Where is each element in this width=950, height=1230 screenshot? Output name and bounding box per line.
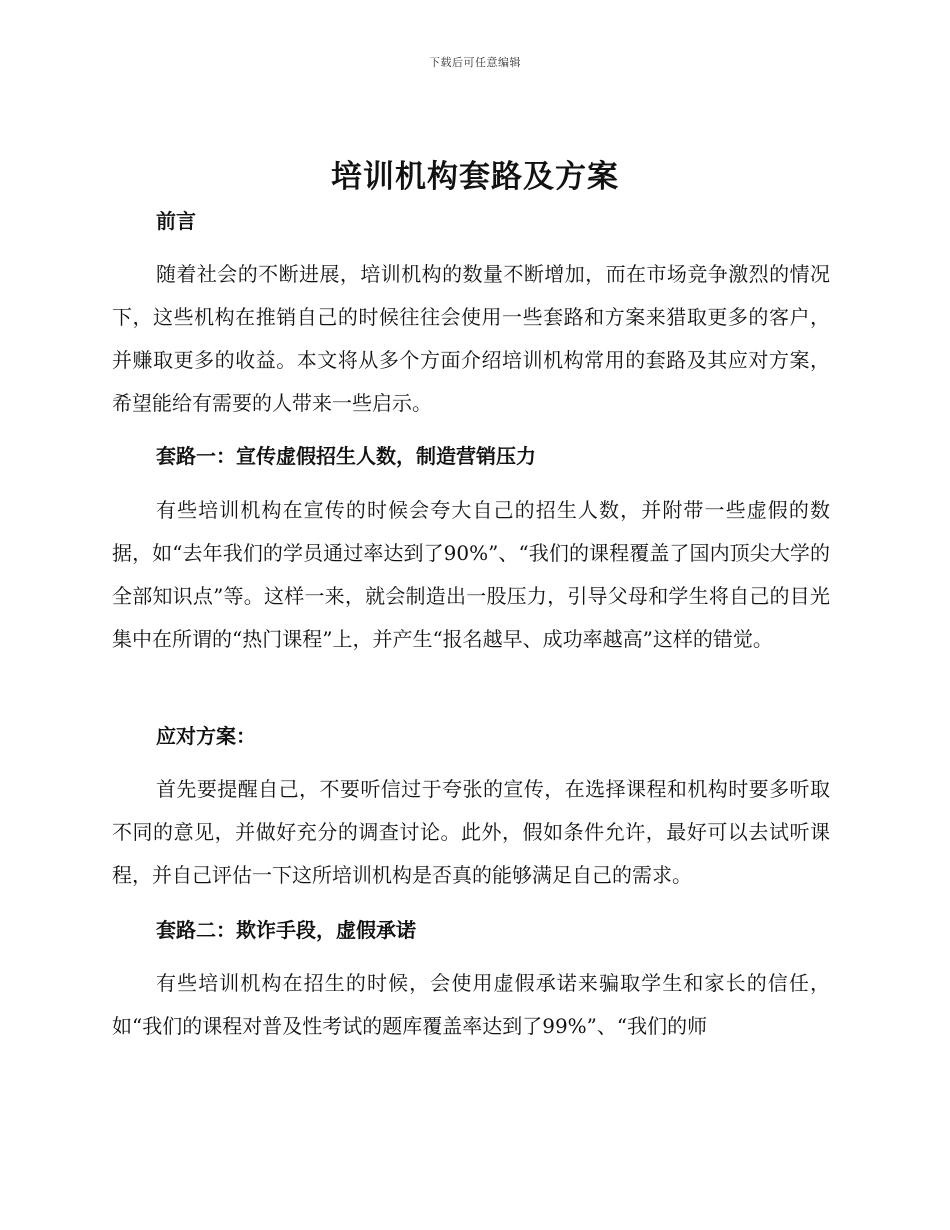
section-heading-preface: 前言 xyxy=(156,209,196,233)
section-paragraph-trick-one: 有些培训机构在宣传的时候会夸大自己的招生人数，并附带一些虚假的数据，如“去年我们的学员通过率达到了90%”、“我们的课程覆盖了国内顶尖大学的全部知识点”等。这样一来，就会制造出一股压力，引导父母和学生将自己的目光集中在所谓的“热门课程”上，并产生“报名越早、成功率越高”这样的错觉。 xyxy=(112,498,830,651)
document-title: 培训机构套路及方案 xyxy=(331,159,619,195)
section-paragraph-trick-two: 有些培训机构在招生的时候，会使用虚假承诺来骗取学生和家长的信任，如“我们的课程对普及性考试的题库覆盖率达到了99%”、“我们的师 xyxy=(112,971,830,1038)
section-heading-countermeasure: 应对方案： xyxy=(156,724,256,748)
section-paragraph-countermeasure: 首先要提醒自己，不要听信过于夸张的宣传，在选择课程和机构时要多听取不同的意见，并做好充分的调查讨论。此外，假如条件允许，最好可以去试听课程，并自己评估一下这所培训机构是否真的能够满足自己的需求。 xyxy=(112,777,830,887)
section-paragraph-preface: 随着社会的不断进展，培训机构的数量不断增加，而在市场竞争激烈的情况下，这些机构在推销自己的时候往往会使用一些套路和方案来猎取更多的客户，并赚取更多的收益。本文将从多个方面介绍培训机构常用的套路及其应对方案，希望能给有需要的人带来一些启示。 xyxy=(112,262,830,415)
page-header-note: 下载后可任意编辑 xyxy=(429,56,521,69)
section-heading-trick-two: 套路二：欺诈手段，虚假承诺 xyxy=(156,918,416,942)
section-heading-trick-one: 套路一：宣传虚假招生人数，制造营销压力 xyxy=(156,444,536,468)
